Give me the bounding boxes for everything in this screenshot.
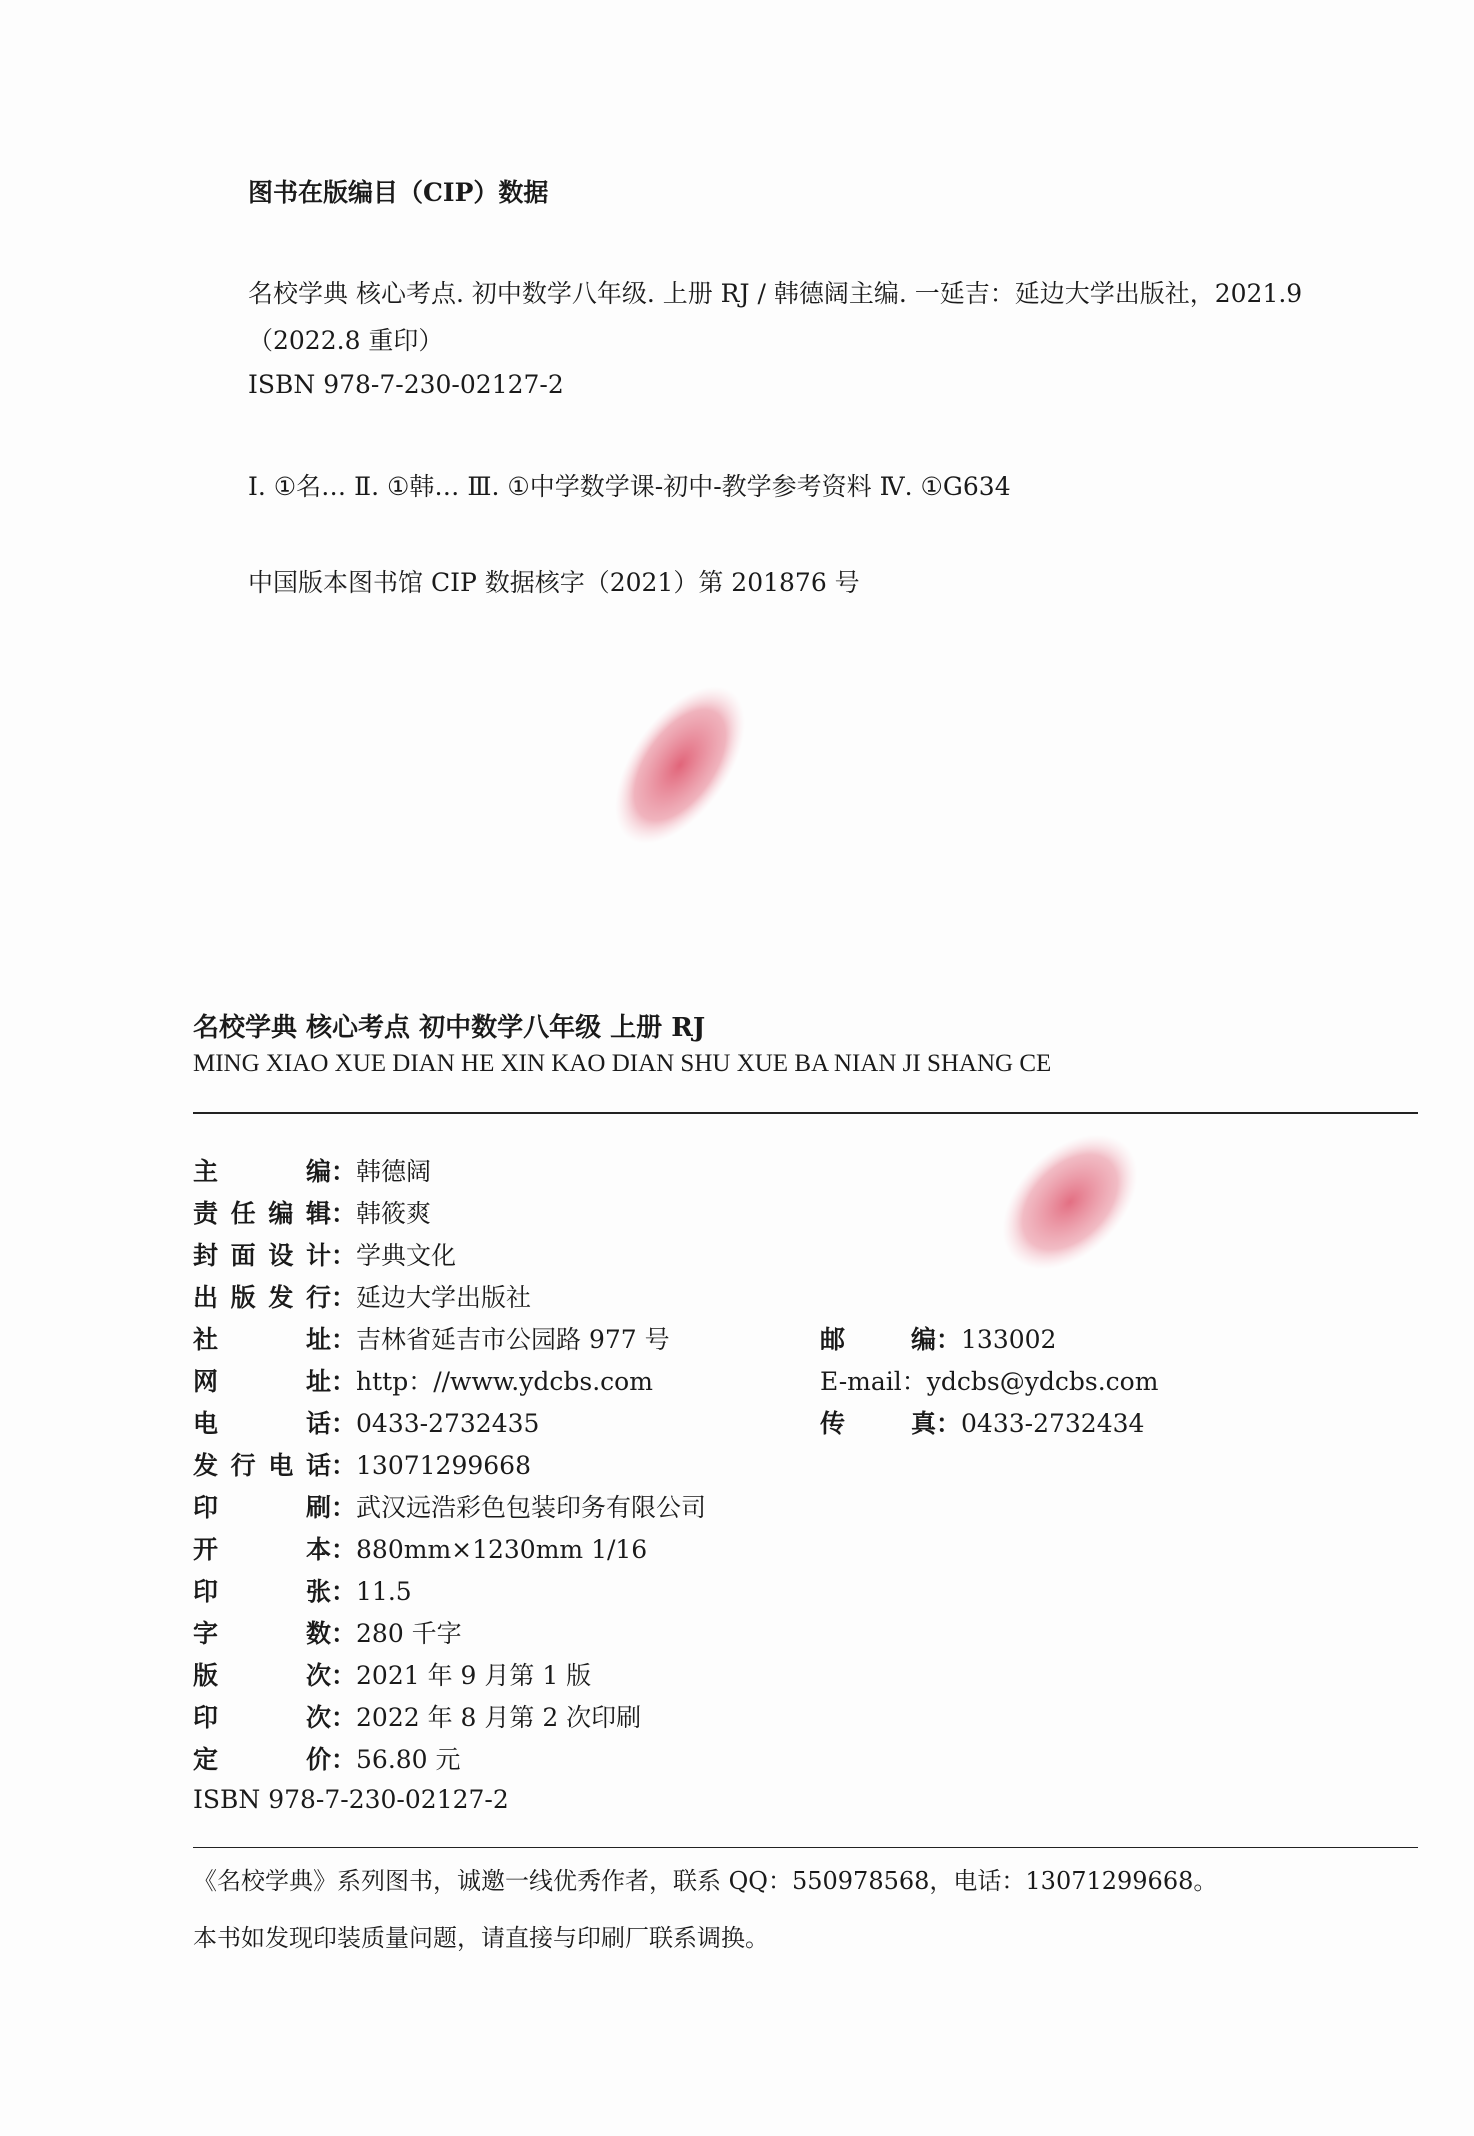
info-row-website: 网址：http：//www.ydcbs.com bbox=[193, 1367, 653, 1396]
info-row-email: E-mail：ydcbs@ydcbs.com bbox=[820, 1367, 1159, 1396]
info-row-printer: 印刷：武汉远浩彩色包装印务有限公司 bbox=[193, 1493, 707, 1522]
info-row-editor: 主编：韩德阔 bbox=[193, 1157, 432, 1186]
info-row-phone: 电话：0433-2732435 bbox=[193, 1409, 540, 1438]
info-row-fax: 传真：0433-2732434 bbox=[820, 1409, 1145, 1438]
info-isbn: ISBN 978-7-230-02127-2 bbox=[193, 1785, 509, 1814]
info-row-responsible-editor: 责任编辑：韩筱爽 bbox=[193, 1199, 432, 1228]
fingerprint-stamp-bottom bbox=[985, 1112, 1155, 1292]
info-row-word-count: 字数：280 千字 bbox=[193, 1619, 462, 1648]
info-row-edition: 版次：2021 年 9 月第 1 版 bbox=[193, 1661, 592, 1690]
info-row-address: 社址：吉林省延吉市公园路 977 号 bbox=[193, 1325, 670, 1354]
cip-classification: Ⅰ. ①名… Ⅱ. ①韩… Ⅲ. ①中学数学课-初中-教学参考资料 Ⅳ. ①G634 bbox=[248, 472, 1011, 501]
info-row-postcode: 邮编：133002 bbox=[820, 1325, 1057, 1354]
cip-isbn: ISBN 978-7-230-02127-2 bbox=[248, 370, 564, 399]
fingerprint-stamp-top bbox=[600, 665, 760, 865]
info-row-sheets: 印张：11.5 bbox=[193, 1577, 412, 1606]
info-row-price: 定价：56.80 元 bbox=[193, 1745, 461, 1774]
info-row-format: 开本：880mm×1230mm 1/16 bbox=[193, 1535, 648, 1564]
cip-reprint-note: （2022.8 重印） bbox=[248, 326, 444, 355]
cip-bibliographic-line: 名校学典 核心考点. 初中数学八年级. 上册 RJ / 韩德阔主编. 一延吉：延边大学出版社，2021.9 bbox=[248, 279, 1303, 308]
cip-library-record: 中国版本图书馆 CIP 数据核字（2021）第 201876 号 bbox=[248, 568, 860, 597]
author-invitation-notice: 《名校学典》系列图书，诚邀一线优秀作者，联系 QQ：550978568，电话：13071299668。 bbox=[193, 1867, 1218, 1895]
cip-heading: 图书在版编目（CIP）数据 bbox=[248, 178, 549, 207]
info-row-printing: 印次：2022 年 8 月第 2 次印刷 bbox=[193, 1703, 642, 1732]
divider-bottom bbox=[193, 1847, 1418, 1848]
quality-notice: 本书如发现印装质量问题，请直接与印刷厂联系调换。 bbox=[193, 1924, 769, 1952]
book-title-pinyin: MING XIAO XUE DIAN HE XIN KAO DIAN SHU XUE BA NIAN JI SHANG CE bbox=[193, 1050, 1052, 1077]
info-row-publisher: 出版发行：延边大学出版社 bbox=[193, 1283, 532, 1312]
divider-top bbox=[193, 1112, 1418, 1114]
info-row-cover-design: 封面设计：学典文化 bbox=[193, 1241, 457, 1270]
info-row-sales-phone: 发行电话：13071299668 bbox=[193, 1451, 531, 1480]
book-title: 名校学典 核心考点 初中数学八年级 上册 RJ bbox=[193, 1013, 706, 1043]
